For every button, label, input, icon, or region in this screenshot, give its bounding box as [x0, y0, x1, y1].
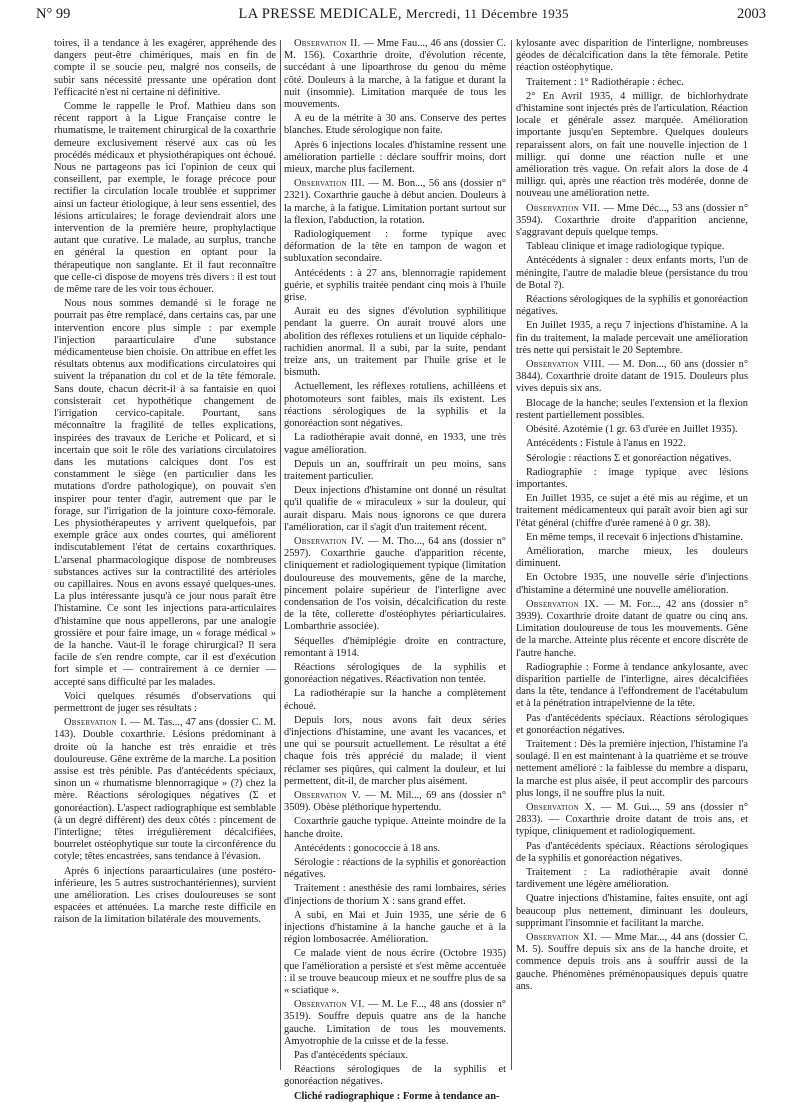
paragraph: Deux injections d'histamine ont donné un résultat qu'il qualifie de « miraculeux » sur la douleur, qui aurait disparu. Mais nous ignorons ce que durera l'amélioration, car il s'agit d'un traitement récent. — [284, 485, 506, 533]
observation-text: — M. Tho..., 64 ans (dossier n° 2597). Coxarthrie gauche d'apparition récente, cliniquement et radiologiquement typique (limitation douloureuse des mouvements, gêne de la marche, pincement polaire supérieur de l'interligne avec condensation de l'os voisin, décalcification du reste de la tête, collerette d'ostéophytes périarticulaires. Lombarthrie associée). — [284, 535, 506, 633]
paragraph: La radiothérapie avait donné, en 1933, une très vague amélioration. — [284, 432, 506, 456]
page-number: 2003 — [737, 6, 766, 22]
paragraph: Traitement : anesthésie des rami lombaires, séries d'injections de thorium X : sans grand effet. — [284, 883, 506, 907]
paragraph: Traitement : La radiothérapie avait donné tardivement une légère amélioration. — [516, 867, 748, 891]
paragraph: Séquelles d'hémiplégie droite en contracture, remontant à 1914. — [284, 635, 506, 659]
observation-label: Observation X. — [526, 801, 596, 813]
observation — [516, 599, 748, 660]
observation-label: Observation IV. — [294, 535, 365, 547]
column-rule — [280, 40, 281, 1070]
issue-date: Mercredi, 11 Décembre 1935 — [405, 6, 569, 21]
paragraph: Antécédents : Fistule à l'anus en 1922. — [526, 438, 686, 450]
paragraph: Ce malade vient de nous écrire (Octobre 1935) que l'amélioration a persisté et s'est même accentuée : il se trouve beaucoup mieux et ne souffre plus de sa « sciatique ». — [284, 948, 506, 997]
observation-1 — [54, 717, 276, 863]
observation-label: Observation I. — [64, 717, 127, 729]
paragraph: Traitement : Dès la première injection, l'histamine l'a soulagé. Il en est maintenant à la quatrième et se trouve nettement amélioré : la faiblesse du membre a disparu, la marche est plus aisée, il peut accomplir des parcours plus longs, il ne souffre plus la nuit. — [516, 738, 748, 799]
observation-text: — M. Mil..., 69 ans (dossier n° 3509). Obèse pléthorique hypertendu. — [284, 789, 506, 814]
paragraph: Pas d'antécédents spéciaux. — [294, 1050, 409, 1062]
paragraph: Tableau clinique et image radiologique typique. — [526, 241, 725, 253]
paragraph: Sérologie : réactions Σ et gonoréaction négatives. — [526, 452, 732, 464]
observation-text: — M. Don..., 60 ans (dossier n° 3844). Coxarthrie droite datant de 1915. Douleurs plus vives depuis six ans. — [516, 359, 749, 395]
paragraph: Réactions sérologiques de la syphilis et gonoréaction négatives. — [284, 1064, 506, 1088]
paragraph: Cliché radiographique : Forme à tendance an- — [294, 1090, 500, 1102]
paragraph: Radiographie : Forme à tendance ankylosante, avec disparition partielle de l'interligne, aires décalcifiées dans la tête, tendance à l'effondrement de l'acétabulum et à la pénétration intrapelvienne de la tête. — [516, 661, 748, 710]
observation-text: — Mme Fau..., 46 ans (dossier C. M. 156). Coxarthrie droite, d'évolution récente, succédant à une lipoarthrose du genou du même côté. Douleurs à la marche, à la fatigue et durant la nuit (insomnie). Limitation marquée de tous les mouvements. — [284, 38, 506, 111]
paragraph: Radiographie : image typique avec lésions importantes. — [516, 466, 748, 490]
observation — [516, 38, 748, 75]
observation — [284, 790, 506, 814]
journal-title — [238, 6, 569, 23]
text-column-1 — [54, 38, 276, 1078]
observation-label: Observation VII. — [526, 202, 601, 214]
paragraph: Pas d'antécédents spéciaux. Réactions sérologiques de la syphilis et gonoréaction négatives. — [516, 840, 748, 864]
paragraph: Sérologie : réactions de la syphilis et gonoréaction négatives. — [284, 857, 506, 881]
observation-label: Observation V. — [294, 789, 361, 801]
observation-label: Observation VIII. — [526, 359, 605, 371]
observation — [284, 38, 506, 111]
paragraph: Antécédents : à 27 ans, blennorragie rapidement guérie, et syphilis traitée pendant cinq mois à l'huile grise. — [284, 267, 506, 304]
paragraph: Réactions sérologiques de la syphilis et gonoréaction négatives. Réactivation non tentée. — [284, 661, 506, 686]
paragraph: Amélioration, marche mieux, les douleurs diminuent. — [516, 545, 748, 570]
observation — [284, 999, 506, 1048]
paragraph: Réactions sérologiques de la syphilis et gonoréaction négatives. — [516, 294, 748, 318]
paragraph: Comme le rappelle le Prof. Mathieu dans son récent rapport à la Ligue Française contre le rhumatisme, le traitement chirurgical de la coxarthrie demeure exclusivement réservé aux cas où les procédés médicaux et physiothérapiques ont échoué. Nous ne partageons pas ici l'opinion de ceux qui conseillent, par exemple, le forage précoce pour rectifier la circulation locale troublée et supprimer ainsi un facteur étiologique, à leur sens essentiel, des lésions articulaires; le forage deviendrait alors une intervention de la première heure, prophylactique autant que curative. Le malade, au surplus, tranche en général la question en optant pour la thérapeutique non sanglante. Et il faut reconnaître que celle-ci dispose de moyens très divers : il est tout de même rare de les voir tous échouer. — [54, 101, 276, 296]
observation-text: kylosante avec disparition de l'interligne, nombreuses géodes de décalcification dans la tête fémorale. Petite réaction ostéophytique. — [516, 38, 748, 74]
paragraph: Voici quelques résumés d'observations qui permettront de juger ses résultats : — [54, 690, 276, 714]
observation — [516, 203, 748, 240]
observation-label: Observation II. — [294, 38, 361, 49]
observation — [516, 932, 748, 993]
paragraph: Traitement : 1° Radiothérapie : échec. — [526, 76, 684, 88]
page-header — [36, 6, 766, 30]
paragraph: Obésité. Azotémie (1 gr. 63 d'urée en Juillet 1935). — [526, 424, 738, 436]
observation-label: Observation XI. — [526, 932, 598, 944]
paragraph: Radiologiquement : forme typique avec déformation de la tête en tampon de wagon et subluxation secondaire. — [284, 229, 506, 265]
paragraph: Coxarthrie gauche typique. Atteinte moindre de la hanche droite. — [284, 816, 506, 840]
observation — [284, 536, 506, 634]
paragraph: Antécédents à signaler : deux enfants morts, l'un de méningite, l'autre de maladie bleue (persistance du trou de Botal ?). — [516, 255, 748, 291]
observation-text: — M. Tas..., 47 ans (dossier C. M. 143). Double coxarthrie. Lésions prédominant à droite où la hanche est très enraidie et très douloureuse. Gêne extrême de la marche. La position assise est très pénible. Pas d'antécédents spéciaux, sinon un « rhumatisme blennorragique » (?) chez la mère. Réactions sérologiques négatives (Σ et gonoréaction). L'aspect radiographique est semblable (à un degré différent) des deux côtés : pincement de l'interligne; têtes irrégulièrement décalcifiées, bourrelet ostéophytique sur toute la circonférence du cotyle; têtes encastrées, sans tendance à l'évasion. — [54, 717, 276, 863]
paragraph: En Juillet 1935, ce sujet a été mis au régime, et un traitement médicamenteux qui paraît avoir bien agi sur l'état général (chiffre d'urée ramené à 0 gr. 38). — [516, 493, 748, 529]
paragraph: Depuis un an, souffrirait un peu moins, sans traitement particulier. — [284, 458, 506, 482]
paragraph: A eu de la métrite à 30 ans. Conserve des pertes blanches. Etude sérologique non faite. — [284, 113, 506, 137]
paragraph: Après 6 injections locales d'histamine ressent une amélioration partielle : déclare souffrir moins, dort mieux, marche plus facilement. — [284, 139, 506, 176]
paragraph: Antécédents : gonococcie à 18 ans. — [294, 842, 440, 854]
paragraph: Depuis lors, nous avons fait deux séries d'injections d'histamine, une avant les vacances, et une qui se poursuit actuellement. Le résultat a été chaque fois très apprécié du malade; il vient réclamer ses piqûres, qui calment la douleur, et lui permettent, dit-il, de marcher plus aisément. — [284, 714, 506, 787]
observation-text: — M. Gui..., 59 ans (dossier n° 2833). — Coxarthrie droite datant de trois ans, et typique, cliniquement et radiologiquement. — [516, 801, 748, 838]
issue-number: N° 99 — [36, 6, 71, 22]
observation — [284, 178, 506, 227]
paragraph: En Juillet 1935, a reçu 7 injections d'histamine. A la fin du traitement, la malade percevait une amélioration très nette qui persistait le 20 Septembre. — [516, 320, 748, 356]
paragraph: toires, il a tendance à les exagérer, appréhende des dangers peut-être chimériques, mais en fin de compte il se soucie peu, malgré nos conseils, de subir sans nécessité pressante une opération dont l'efficacité n'est ni certaine ni définitive. — [54, 38, 276, 98]
observation-text: — M. Bon..., 56 ans (dossier n° 2321). Coxarthrie gauche à début ancien. Douleurs à la marche, à la fatigue. Limitation portant surtout sur la flexion, l'abduction, la rotation. — [284, 178, 506, 226]
paragraph: Après 6 injections paraarticulaires (une postéro-inférieure, les 5 autres sustrochantériennes), survient une amélioration. Les crises douloureuses se sont espacées et atténuées. La marche reste difficile en raison de la limitation bilatérale des mouvements. — [54, 865, 276, 926]
observation-text: — M. For..., 42 ans (dossier n° 3939). Coxarthrie droite datant de quatre ou cinq ans. Limitation douloureuse de tous les mouvements. Gêne de la marche. Atteinte plus récente et encore discrète de l'autre hanche. — [516, 598, 749, 659]
paragraph: 2° En Avril 1935, 4 milligr. de bichlorhydrate d'histamine sont injectés près de l'articulation. Réaction locale et générale assez marquée. Amélioration importante jusqu'en Septembre. Quelques douleurs reparaissent alors, on fait une nouvelle injection de 1 milligr. qui donne une réaction nulle et une amélioration très vague. On refait alors la dose de 4 milligr. qui, après une réaction très modérée, donne de nouveau une amélioration nette. — [516, 90, 748, 200]
text-column-3 — [516, 38, 748, 1078]
paragraph: Quatre injections d'histamine, faites ensuite, ont agi beaucoup plus nettement, diminuant les douleurs, supprimant l'insomnie et facilitant la marche. — [516, 893, 748, 929]
observation — [516, 359, 748, 396]
paragraph: A subi, en Mai et Juin 1935, une série de 6 injections d'histamine à la hanche gauche et à la région lombosacrée. Amélioration. — [284, 909, 506, 946]
observation — [516, 802, 748, 839]
paragraph: La radiothérapie sur la hanche a complètement échoué. — [284, 688, 506, 712]
paragraph: Aurait eu des signes d'évolution syphilitique pendant la guerre. On aurait trouvé alors une abolition des réflexes rotuliens et un liquide céphalo-rachidien anormal. Il a subi, par la suite, pendant treize ans, un traitement par l'huile grise et le bismuth. — [284, 306, 506, 379]
paragraph: En Octobre 1935, une nouvelle série d'injections d'histamine a déterminé une nouvelle amélioration. — [516, 572, 748, 596]
column-rule — [511, 40, 512, 1070]
paragraph: Blocage de la hanche; seules l'extension et la flexion restent partiellement possibles. — [516, 397, 748, 421]
observation-label: Observation IX. — [526, 598, 599, 610]
observation-label: Observation III. — [294, 178, 365, 190]
journal-name: LA PRESSE MEDICALE, — [238, 6, 402, 22]
paragraph: Nous nous sommes demandé si le forage ne pourrait pas être remplacé, dans certains cas, par une intervention encore plus simple : par exemple l'injection paraarticulaire d'une substance médicamenteuse bien choisie. On attribue en effet les résultats obtenus aux modifications circulatoires qui suivent la trépanation du col et de la tête fémorale. Sans doute, chacun décrit-il à sa fantaisie en quoi consisterait cet hypothétique changement de l'irrigation cervico-capitale. Pourtant, sans méconnaître la fragilité de telles explications, inspirées des travaux de Leriche et Policard, et si incertain que soit le rôle des variations circulatoires dans les mutations calciques dont l'os est constamment le siège (en particulier dans les mutations d'ordre pathologique), on pouvait s'en inspirer pour tenter d'agir, autrement que par le forage, sur l'irrigation de la jointure coxo-fémorale. Les physiothérapeutes y arrivent quelquefois, par exemple grâce aux ondes courtes, qui améliorent indiscutablement l'état de certains coxarthriques. L'arsenal pharmacologique dispose de nombreuses substances actives sur la contractilité des artérioles ou capillaires. Nous en avons essayé quelques-unes. La plus intéressante jusqu'à ce jour nous paraît être l'histamine. Ce sont les injections para-articulaires d'histamine que nous appellerons, par une analogie grossière et pour faire image, un « forage médical » de la hanche. Vaut-il le forage chirurgical? Il sera facile de s'en rendre compte, car il est d'exécution fort simple et — contrairement à ce dernier — accepté sans difficulté par les malades. — [54, 298, 276, 688]
observation-text: — M. Le F..., 48 ans (dossier n° 3519). Souffre depuis quatre ans de la hanche gauche. Limitation de tous les mouvements. Amyotrophie de la cuisse et de la fesse. — [284, 999, 507, 1047]
observation-text: — Mme Déc..., 53 ans (dossier n° 3594). Coxarthrie droite d'apparition ancienne, s'aggravant depuis quelque temps. — [516, 202, 748, 239]
paragraph: Actuellement, les réflexes rotuliens, achilléens et photomoteurs sont faibles, mais ils existent. Les réactions sérologiques de la syphilis et la gonoréaction sont négatives. — [284, 381, 506, 430]
text-column-2 — [284, 38, 507, 1102]
paragraph: En même temps, il recevait 6 injections d'histamine. — [526, 531, 743, 543]
observation-text: — Mme Mar..., 44 ans (dossier C. M. 5). Souffre depuis six ans de la hanche droite, et commence depuis trois ans à souffrir aussi de la gauche. Phénomènes préménopausiques depuis quatre ans. — [516, 932, 748, 992]
paragraph: Pas d'antécédents spéciaux. Réactions sérologiques et gonoréaction négatives. — [516, 712, 748, 736]
observation-label: Observation VI. — [294, 999, 365, 1011]
